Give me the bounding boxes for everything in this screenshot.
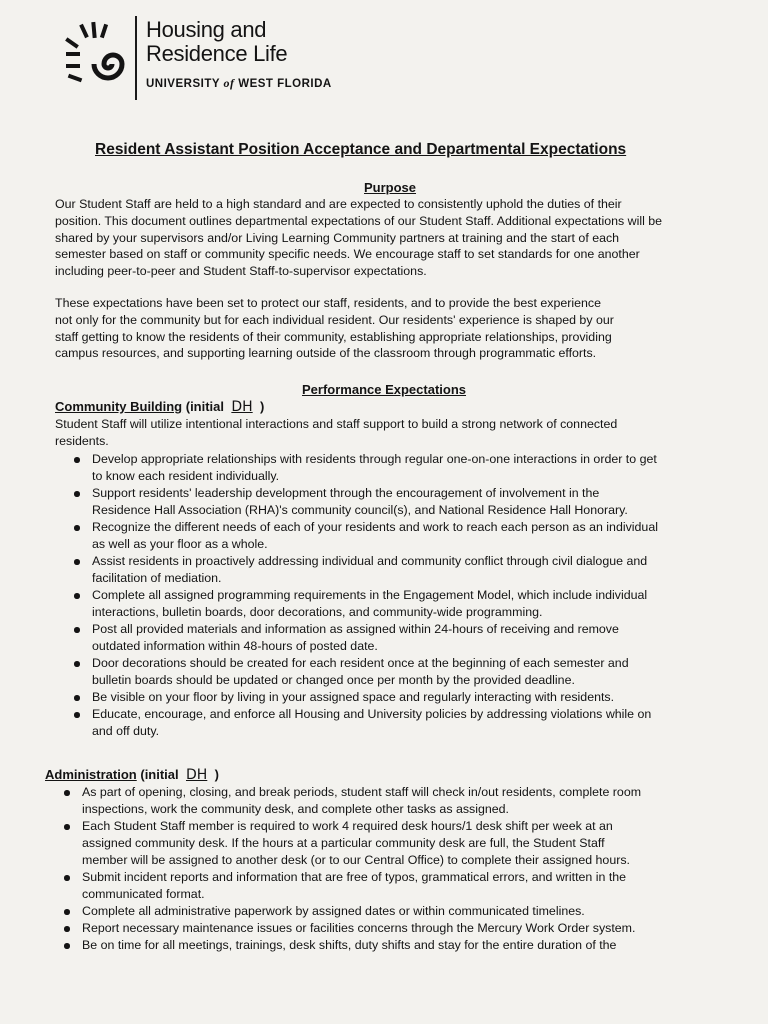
purpose-heading: Purpose xyxy=(364,180,417,195)
list-item-text: Submit incident reports and information that are free of typos, grammatical errors, and written in the xyxy=(82,870,627,884)
bullet-icon xyxy=(64,790,70,796)
bullet-icon xyxy=(74,491,80,497)
list-item-text: Complete all administrative paperwork by assigned dates or within communicated timelines. xyxy=(82,904,585,918)
community-building-label: Community Building xyxy=(55,399,183,414)
bullet-icon xyxy=(74,695,80,701)
text-line: including peer-to-peer and Student Staff-to-supervisor expectations. xyxy=(55,264,427,279)
initial-close: ) xyxy=(214,767,219,782)
logo-line-2: Residence Life xyxy=(146,41,288,66)
list-item-text: Door decorations should be created for each resident once at the beginning of each semester and xyxy=(92,656,629,670)
list-item xyxy=(74,655,658,689)
initial-signature: DH xyxy=(231,399,253,415)
logo-of: of xyxy=(223,76,235,90)
purpose-paragraph-2 xyxy=(55,295,614,362)
administration-bullet-list xyxy=(64,784,641,954)
list-item-text: facilitation of mediation. xyxy=(92,571,222,585)
community-intro xyxy=(55,416,617,450)
bullet-icon xyxy=(64,926,70,932)
list-item xyxy=(64,869,641,903)
logo-west-florida: WEST FLORIDA xyxy=(238,78,332,90)
list-item-text: member will be assigned to another desk (or to our Central Office) to complete their assigned hours. xyxy=(82,853,630,867)
list-item xyxy=(64,937,641,954)
text-line: staff getting to know the residents of their community, establishing appropriate relationships, providing xyxy=(55,329,612,344)
housing-logo-icon xyxy=(64,20,136,100)
bullet-icon xyxy=(74,627,80,633)
list-item-text: and off duty. xyxy=(92,724,160,738)
logo-line-1: Housing and xyxy=(146,17,267,42)
logo-divider xyxy=(135,16,137,100)
text-line: These expectations have been set to protect our staff, residents, and to provide the best experience xyxy=(55,296,601,310)
list-item-text: Complete all assigned programming requirements in the Engagement Model, which include individual xyxy=(92,588,648,602)
logo-university xyxy=(146,76,332,91)
list-item xyxy=(74,451,658,485)
bullet-icon xyxy=(64,875,70,881)
bullet-icon xyxy=(74,712,80,718)
text-line: campus resources, and supporting learning outside of the classroom through programmatic efforts. xyxy=(55,346,597,361)
list-item-text: to know each resident individually. xyxy=(92,469,280,483)
performance-heading: Performance Expectations xyxy=(302,382,467,397)
list-item xyxy=(74,553,658,587)
list-item-text: As part of opening, closing, and break periods, student staff will check in/out residents, complete room xyxy=(82,785,642,799)
initial-label: (initial xyxy=(185,399,225,414)
list-item xyxy=(74,706,658,740)
list-item-text: assigned community desk. If the hours at a particular community desk are full, the Student Staff xyxy=(82,836,605,850)
bullet-icon xyxy=(74,457,80,463)
list-item-text: Recognize the different needs of each of your residents and work to reach each person as an individual xyxy=(92,520,658,534)
list-item xyxy=(64,920,641,937)
text-line: position. This document outlines departmental expectations of our Student Staff. Additional expectations will be xyxy=(55,213,663,228)
list-item xyxy=(64,784,641,818)
list-item xyxy=(74,621,658,655)
list-item-text: Be on time for all meetings, trainings, desk shifts, duty shifts and stay for the entire duration of the xyxy=(82,938,617,952)
text-line: shared by your supervisors and/or Living Learning Community partners at training and the start of each xyxy=(55,230,620,245)
list-item xyxy=(74,587,658,621)
list-item-text: inspections, work the community desk, and complete other tasks as assigned. xyxy=(82,802,509,816)
logo-university-word: UNIVERSITY xyxy=(146,78,220,90)
text-line: Our Student Staff are held to a high standard and are expected to consistently uphold the duties of their xyxy=(55,197,622,211)
page-title: Resident Assistant Position Acceptance and Departmental Expectations xyxy=(95,141,627,158)
list-item-text: Residence Hall Association (RHA)'s community council(s), and National Residence Hall Honorary. xyxy=(92,503,628,517)
list-item xyxy=(64,903,641,920)
list-item-text: Support residents' leadership development through the encouragement of involvement in the xyxy=(92,486,600,500)
bullet-icon xyxy=(74,525,80,531)
list-item-text: interactions, bulletin boards, door decorations, and community-wide programming. xyxy=(92,605,543,619)
list-item-text: bulletin boards should be updated or changed once per month by the provided deadline. xyxy=(92,673,575,687)
list-item xyxy=(74,519,658,553)
administration-heading xyxy=(45,767,219,783)
list-item-text: as well as your floor as a whole. xyxy=(92,537,268,551)
text-line: semester based on staff or community specific needs. We encourage staff to set standards for one another xyxy=(55,247,640,262)
bullet-icon xyxy=(74,661,80,667)
list-item-text: Be visible on your floor by living in your assigned space and regularly interacting with residents. xyxy=(92,690,615,704)
initial-signature: DH xyxy=(185,767,208,783)
text-line: Student Staff will utilize intentional interactions and staff support to build a strong network of connected xyxy=(55,417,618,431)
text-line: residents. xyxy=(55,433,109,448)
list-item-text: communicated format. xyxy=(82,887,205,901)
list-item-text: Develop appropriate relationships with residents through regular one-on-one interactions in order to get xyxy=(92,452,657,466)
initial-close: ) xyxy=(260,399,265,414)
bullet-icon xyxy=(74,559,80,565)
community-building-heading xyxy=(55,399,264,415)
list-item xyxy=(74,485,658,519)
list-item-text: Assist residents in proactively addressing individual and community conflict through civil dialogue and xyxy=(92,554,648,568)
bullet-icon xyxy=(64,909,70,915)
bullet-icon xyxy=(74,593,80,599)
administration-label: Administration xyxy=(45,767,137,782)
list-item-text: Post all provided materials and information as assigned within 24-hours of receiving and remove xyxy=(92,622,619,636)
community-bullet-list xyxy=(74,451,658,740)
purpose-paragraph-1 xyxy=(55,196,662,280)
bullet-icon xyxy=(64,943,70,949)
list-item xyxy=(64,818,641,869)
text-line: not only for the community but for each individual resident. Our residents' experience is shaped by our xyxy=(55,312,614,327)
list-item-text: outdated information within 48-hours of posted date. xyxy=(92,639,378,653)
list-item-text: Educate, encourage, and enforce all Housing and University policies by addressing violations while on xyxy=(92,707,652,721)
initial-label: (initial xyxy=(140,767,179,782)
list-item-text: Report necessary maintenance issues or facilities concerns through the Mercury Work Order system. xyxy=(82,921,636,935)
list-item xyxy=(74,689,658,706)
logo-text xyxy=(146,18,332,91)
bullet-icon xyxy=(64,824,70,830)
list-item-text: Each Student Staff member is required to work 4 required desk hours/1 desk shift per week at an xyxy=(82,819,613,833)
